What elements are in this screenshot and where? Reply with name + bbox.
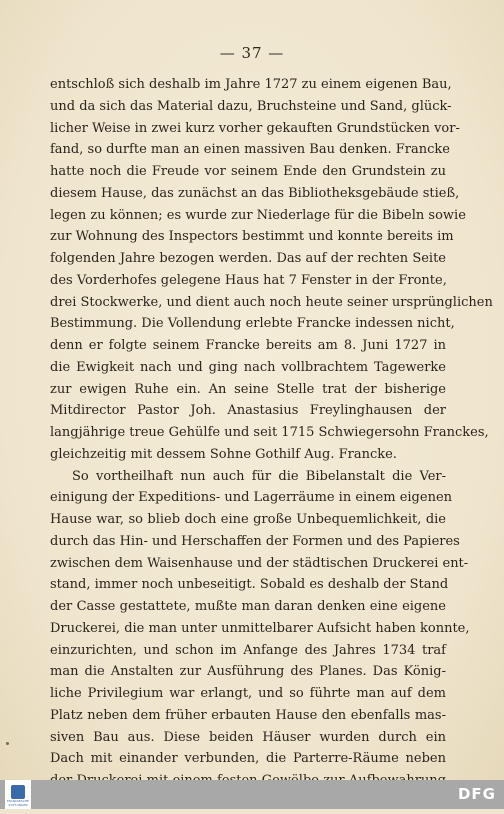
text-line: siven Bau aus. Diese beiden Häuser wurden durch ein bbox=[50, 729, 446, 745]
text-line: legen zu können; es wurde zur Niederlage für die Bibeln sowie bbox=[50, 207, 466, 223]
text-line: die Ewigkeit nach und ging nach vollbrachtem Tagewerke bbox=[50, 359, 446, 375]
text-line: drei Stockwerke, und dient auch noch heute seiner ursprünglichen bbox=[50, 294, 493, 310]
text-line: Mitdirector Pastor Joh. Anastasius Freylinghausen der bbox=[50, 403, 446, 419]
text-line: Bestimmung. Die Vollendung erlebte Francke indessen nicht, bbox=[50, 316, 455, 332]
text-line: fand, so durfte man an einen massiven Bau denken. Francke bbox=[50, 142, 450, 158]
text-line: denn er folgte seinem Francke bereits am 8. Juni 1727 in bbox=[50, 338, 446, 353]
text-line: entschloß sich deshalb im Jahre 1727 zu einem eigenen Bau, bbox=[50, 77, 452, 92]
logo-icon bbox=[11, 785, 25, 799]
text-line: folgenden Jahre bezogen werden. Das auf der rechten Seite bbox=[50, 251, 446, 266]
page-number: — 37 — bbox=[219, 44, 285, 62]
dfg-logo: DFG bbox=[457, 785, 496, 803]
text-line: hatte noch die Freude vor seinem Ende den Grundstein zu bbox=[50, 164, 446, 179]
text-line: zwischen dem Waisenhause und der städtischen Druckerei ent- bbox=[50, 555, 469, 571]
text-line: einzurichten, und schon im Anfange des Jahres 1734 traf bbox=[50, 642, 446, 658]
text-line: durch das Hin- und Herschaffen der Formen und des Papieres bbox=[50, 533, 460, 549]
text-line: Hause war, so blieb doch eine große Unbequemlichkeit, die bbox=[50, 512, 446, 527]
text-line: Dach mit einander verbunden, die Parterre-Räume neben bbox=[50, 751, 446, 767]
ink-mark bbox=[6, 742, 9, 745]
text-line: So vortheilhaft nun auch für die Bibelanstalt die Ver- bbox=[72, 468, 446, 484]
text-line: Platz neben dem früher erbauten Hause den ebenfalls mas- bbox=[50, 707, 446, 723]
text-line: langjährige treue Gehülfe und seit 1715 Schwiegersohn Franckes, bbox=[50, 425, 489, 440]
text-line: gleichzeitig mit dessem Sohne Gothilf Aug. Francke. bbox=[50, 446, 397, 462]
text-line: einigung der Expeditions- und Lagerräume in einem eigenen bbox=[50, 490, 453, 506]
text-line: man die Anstalten zur Ausführung des Planes. Das König- bbox=[50, 664, 446, 680]
footer-bar bbox=[0, 780, 504, 809]
text-line: und da sich das Material dazu, Bruchsteine und Sand, glück- bbox=[50, 98, 452, 114]
text-line: zur Wohnung des Inspectors bestimmt und konnte bereits im bbox=[50, 229, 454, 245]
text-line: des Vorderhofes gelegene Haus hat 7 Fenster in der Fronte, bbox=[50, 272, 447, 288]
text-line: diesem Hause, das zunächst an das Bibliotheksgebäude stieß, bbox=[50, 185, 460, 201]
franckesche-stiftungen-logo bbox=[5, 780, 31, 809]
text-line: zur ewigen Ruhe ein. An seine Stelle trat der bisherige bbox=[50, 381, 446, 397]
text-line: der Casse gestattete, mußte man daran denken eine eigene bbox=[50, 599, 446, 614]
text-line: liche Privilegium war erlangt, und so führte man auf dem bbox=[50, 686, 446, 701]
logo-label: FRANCKESCHE STIFTUNGEN bbox=[6, 798, 30, 807]
text-line: stand, immer noch unbeseitigt. Sobald es deshalb der Stand bbox=[50, 577, 449, 593]
text-line: Druckerei, die man unter unmittelbarer Aufsicht haben konnte, bbox=[50, 620, 470, 636]
text-line: licher Weise in zwei kurz vorher gekauften Grundstücken vor- bbox=[50, 120, 460, 136]
